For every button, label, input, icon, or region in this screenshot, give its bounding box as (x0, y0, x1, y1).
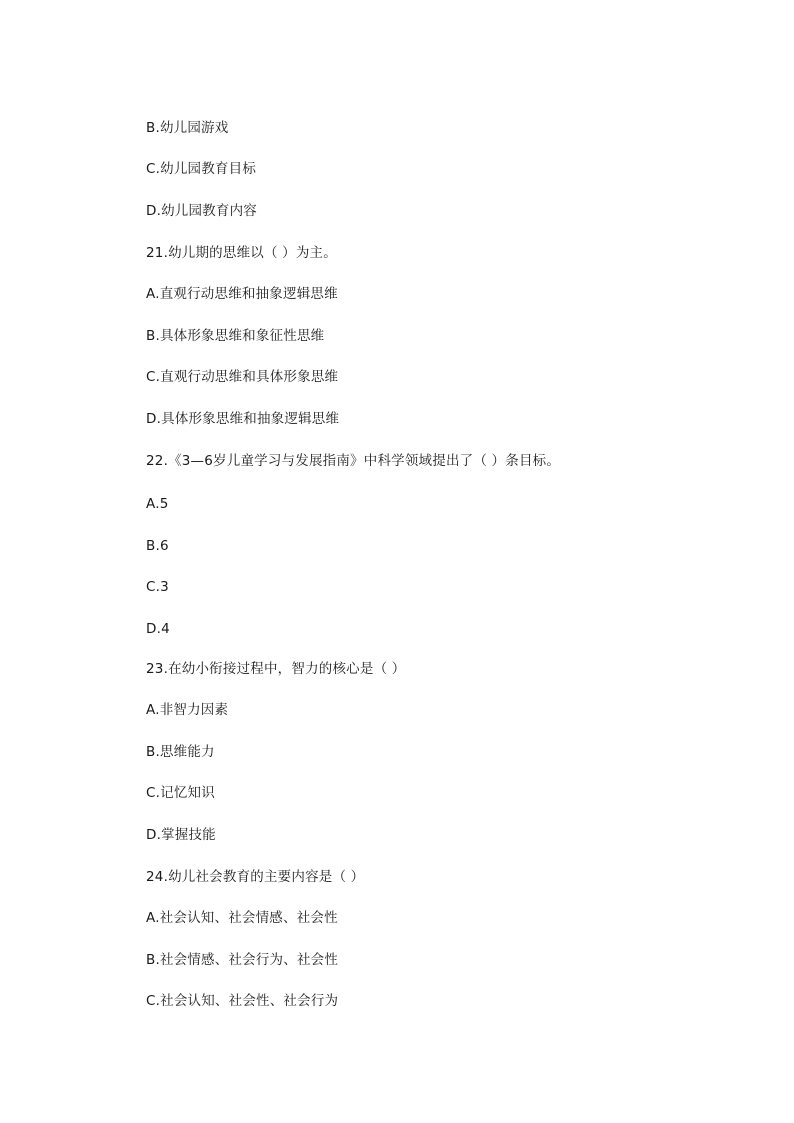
question-22: 22.《3—6岁儿童学习与发展指南》中科学领域提出了（ ）条目标。 (146, 453, 561, 469)
option-c-q21: C.直观行动思维和具体形象思维 (146, 369, 339, 385)
option-b-q20: B.幼儿园游戏 (146, 120, 229, 136)
option-a-q23: A.非智力因素 (146, 702, 229, 718)
option-b-q21: B.具体形象思维和象征性思维 (146, 328, 325, 344)
question-23: 23.在幼小衔接过程中，智力的核心是（ ） (146, 661, 406, 677)
option-c-q20: C.幼儿园教育目标 (146, 161, 257, 177)
option-a-q21: A.直观行动思维和抽象逻辑思维 (146, 286, 338, 302)
option-d-q22: D.4 (146, 621, 170, 637)
option-c-q24: C.社会认知、社会性、社会行为 (146, 993, 339, 1009)
option-c-q23: C.记忆知识 (146, 785, 215, 801)
option-b-q23: B.思维能力 (146, 744, 215, 760)
option-d-q21: D.具体形象思维和抽象逻辑思维 (146, 411, 340, 427)
option-b-q22: B.6 (146, 538, 169, 554)
option-b-q24: B.社会情感、社会行为、社会性 (146, 952, 339, 968)
option-a-q24: A.社会认知、社会情感、社会性 (146, 910, 338, 926)
question-21: 21.幼儿期的思维以（ ）为主。 (146, 245, 337, 261)
option-d-q20: D.幼儿园教育内容 (146, 203, 257, 219)
question-24: 24.幼儿社会教育的主要内容是（ ） (146, 869, 365, 885)
option-a-q22: A.5 (146, 496, 169, 512)
option-c-q22: C.3 (146, 579, 169, 595)
option-d-q23: D.掌握技能 (146, 827, 216, 843)
